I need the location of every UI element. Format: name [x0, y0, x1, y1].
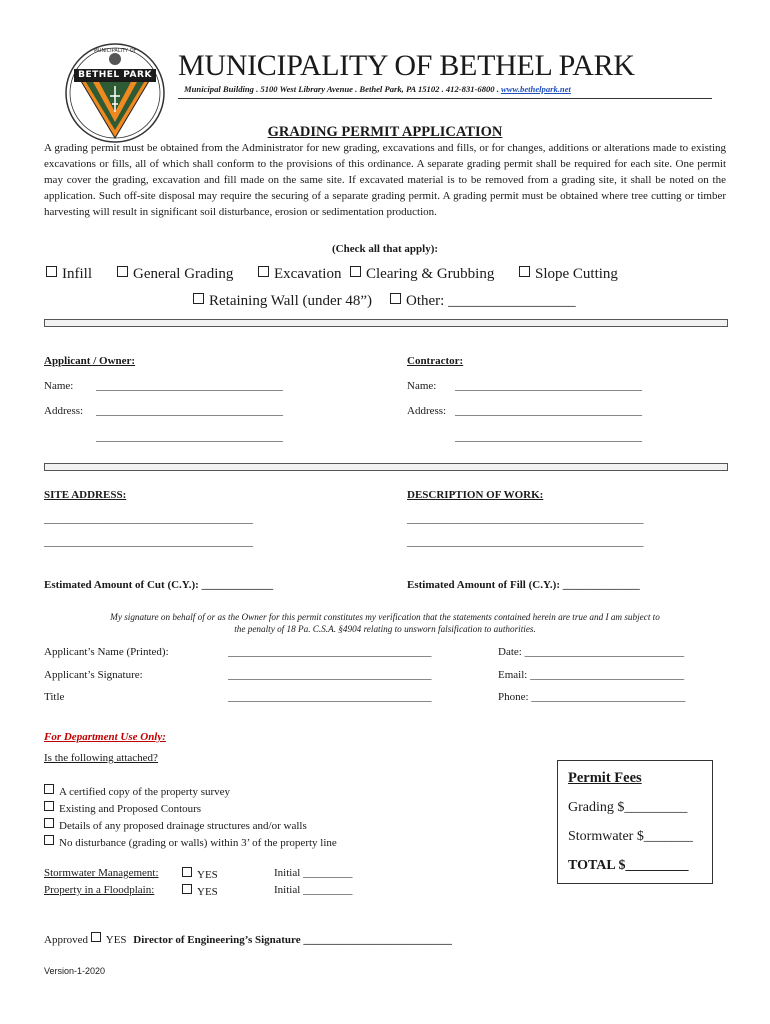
email-field[interactable] [498, 669, 684, 681]
director-signature-label: Director of Engineering’s Signature [133, 934, 301, 946]
applicant-name-field[interactable]: __________________________________ [96, 380, 283, 392]
date-line[interactable]: _____________________________ [524, 646, 685, 658]
municipal-address [184, 84, 571, 94]
phone-line[interactable]: ____________________________ [531, 691, 686, 703]
approval-row [44, 932, 452, 946]
title-field[interactable]: _____________________________________ [228, 691, 432, 703]
municipality-title: MUNICIPALITY OF BETHEL PARK [178, 49, 635, 82]
applicant-heading: Applicant / Owner: [44, 355, 136, 367]
applicant-signature-field[interactable]: _____________________________________ [228, 669, 432, 681]
title-label: Title [44, 691, 65, 703]
attachment-checkbox[interactable] [44, 835, 54, 845]
attachment-item-label: Details of any proposed drainage structures and/or walls [59, 820, 307, 832]
floodplain-yes[interactable] [182, 884, 218, 898]
logo-band-text: BETHEL PARK [78, 70, 152, 80]
clearing-label: Clearing & Grubbing [366, 266, 495, 282]
email-label: Email: [498, 669, 531, 681]
clearing-checkbox[interactable] [350, 266, 361, 277]
stormwater-initial-field[interactable]: Initial _________ [274, 867, 353, 879]
permit-fees-box [557, 760, 713, 884]
contractor-name-field[interactable]: __________________________________ [455, 380, 642, 392]
option-excavation[interactable] [258, 266, 341, 283]
attachment-question: Is the following attached? [44, 752, 158, 764]
attachment-item-label: No disturbance (grading or walls) within 3’ of the property line [59, 837, 337, 849]
other-label: Other: _________________ [406, 293, 576, 309]
option-slope-cutting[interactable] [519, 266, 618, 283]
other-checkbox[interactable] [390, 293, 401, 304]
signature-note [44, 611, 726, 635]
attachment-item[interactable] [44, 818, 307, 832]
site-address-heading: SITE ADDRESS: [44, 489, 127, 501]
infill-checkbox[interactable] [46, 266, 57, 277]
phone-field[interactable] [498, 691, 685, 703]
contractor-address-field[interactable]: __________________________________ [455, 405, 642, 417]
cut-label: Estimated Amount of Cut (C.Y.): [44, 579, 199, 591]
approved-checkbox[interactable] [91, 932, 101, 942]
applicant-address-field-2[interactable]: __________________________________ [96, 431, 283, 443]
director-signature-field[interactable]: ___________________________ [300, 934, 452, 946]
option-infill[interactable] [46, 266, 92, 283]
attachment-checkbox[interactable] [44, 784, 54, 794]
excavation-label: Excavation [274, 266, 342, 282]
signature-note-line-1: My signature on behalf of or as the Owner for this permit constitutes my verification that the statements contained herein are true and I am subject to [110, 612, 660, 622]
retaining-label: Retaining Wall (under 48”) [209, 293, 373, 309]
floodplain-yes-checkbox[interactable] [182, 884, 192, 894]
applicant-address-field[interactable]: __________________________________ [96, 405, 283, 417]
slope-checkbox[interactable] [519, 266, 530, 277]
date-label: Date: [498, 646, 525, 658]
cut-amount[interactable] [44, 579, 273, 591]
retaining-checkbox[interactable] [193, 293, 204, 304]
applicant-signature-label: Applicant’s Signature: [44, 669, 143, 681]
attachment-item-label: Existing and Proposed Contours [59, 803, 202, 815]
permit-fees-title: Permit Fees [568, 770, 642, 786]
stormwater-fee-field[interactable]: Stormwater $_______ [568, 829, 693, 844]
description-line-2[interactable]: ___________________________________________ [407, 536, 644, 548]
description-heading: DESCRIPTION OF WORK: [407, 489, 544, 501]
contractor-address-label: Address: [407, 405, 447, 417]
applicant-printed-name-label: Applicant’s Name (Printed): [44, 646, 169, 658]
contractor-heading: Contractor: [407, 355, 464, 367]
address-text: Municipal Building . 5100 West Library Avenue . Bethel Park, PA 15102 . 412-831-6800 . [184, 84, 502, 94]
email-line[interactable]: ____________________________ [530, 669, 685, 681]
floodplain-label: Property in a Floodplain: [44, 884, 155, 896]
floodplain-initial-field[interactable]: Initial _________ [274, 884, 353, 896]
floodplain-yes-label: YES [197, 886, 218, 898]
section-divider [44, 319, 728, 327]
fill-line[interactable]: ______________ [559, 579, 640, 591]
date-field[interactable] [498, 646, 684, 658]
intro-paragraph: A grading permit must be obtained from the Administrator for new grading, excavations and fills, or for changes, additions or alterations made to existing excavations or fills, all of which shall conform to the provisions of this ordinance. A separate grading permit shall be required for each site. One permit may cover the grading, excavation and fill made on the same site. If excavated material is to be removed from a grading site, it shall be noted on the application. Such off-site disposal may require the securing of a separate grading permit. A grading permit must be obtained where tree cutting or timber harvesting will result in significant soil disturbance, erosion or sedimentation production. [44, 142, 726, 218]
option-retaining-wall[interactable] [193, 293, 372, 310]
attachment-checkbox[interactable] [44, 818, 54, 828]
applicant-name-label: Name: [44, 380, 74, 392]
check-heading: (Check all that apply): [331, 243, 439, 255]
approved-yes-label: YES [105, 934, 127, 946]
stormwater-yes[interactable] [182, 867, 218, 881]
general-grading-label: General Grading [133, 266, 234, 282]
option-other[interactable] [390, 293, 576, 310]
website-link[interactable]: www.bethelpark.net [501, 84, 571, 94]
attachment-item-label: A certified copy of the property survey [59, 786, 231, 798]
option-general-grading[interactable] [117, 266, 233, 283]
fill-amount[interactable] [407, 579, 640, 591]
site-address-line-1[interactable]: ______________________________________ [44, 513, 253, 525]
section-divider-2 [44, 463, 728, 471]
excavation-checkbox[interactable] [258, 266, 269, 277]
phone-label: Phone: [498, 691, 532, 703]
attachment-checkbox[interactable] [44, 801, 54, 811]
attachment-item[interactable] [44, 835, 337, 849]
infill-label: Infill [62, 266, 92, 282]
department-use-heading: For Department Use Only: [44, 731, 166, 743]
attachment-item[interactable] [44, 801, 201, 815]
applicant-printed-name-field[interactable]: _____________________________________ [228, 646, 432, 658]
description-line-1[interactable]: ___________________________________________ [407, 513, 644, 525]
total-fee-field[interactable]: TOTAL $_________ [568, 858, 689, 873]
attachment-item[interactable] [44, 784, 230, 798]
fill-label: Estimated Amount of Fill (C.Y.): [407, 579, 560, 591]
contractor-name-label: Name: [407, 380, 437, 392]
applicant-address-label: Address: [44, 405, 84, 417]
contractor-address-field-2[interactable]: __________________________________ [455, 431, 642, 443]
stormwater-yes-label: YES [197, 869, 218, 881]
signature-note-line-2: the penalty of 18 Pa. C.S.A. §4904 relating to unsworn falsification to authorities. [234, 624, 536, 634]
site-address-line-2[interactable]: ______________________________________ [44, 536, 253, 548]
logo-top-text: MUNICIPALITY OF [93, 48, 137, 54]
grading-fee-field[interactable]: Grading $_________ [568, 800, 688, 815]
header-rule [178, 98, 712, 99]
option-clearing-grubbing[interactable] [350, 266, 494, 283]
approved-label: Approved [44, 934, 88, 946]
document-title: GRADING PERMIT APPLICATION [267, 124, 503, 140]
stormwater-management-label: Stormwater Management: [44, 867, 159, 879]
cut-line[interactable]: _____________ [198, 579, 274, 591]
general-grading-checkbox[interactable] [117, 266, 128, 277]
slope-label: Slope Cutting [535, 266, 618, 282]
stormwater-yes-checkbox[interactable] [182, 867, 192, 877]
version-label: Version-1-2020 [44, 966, 106, 976]
